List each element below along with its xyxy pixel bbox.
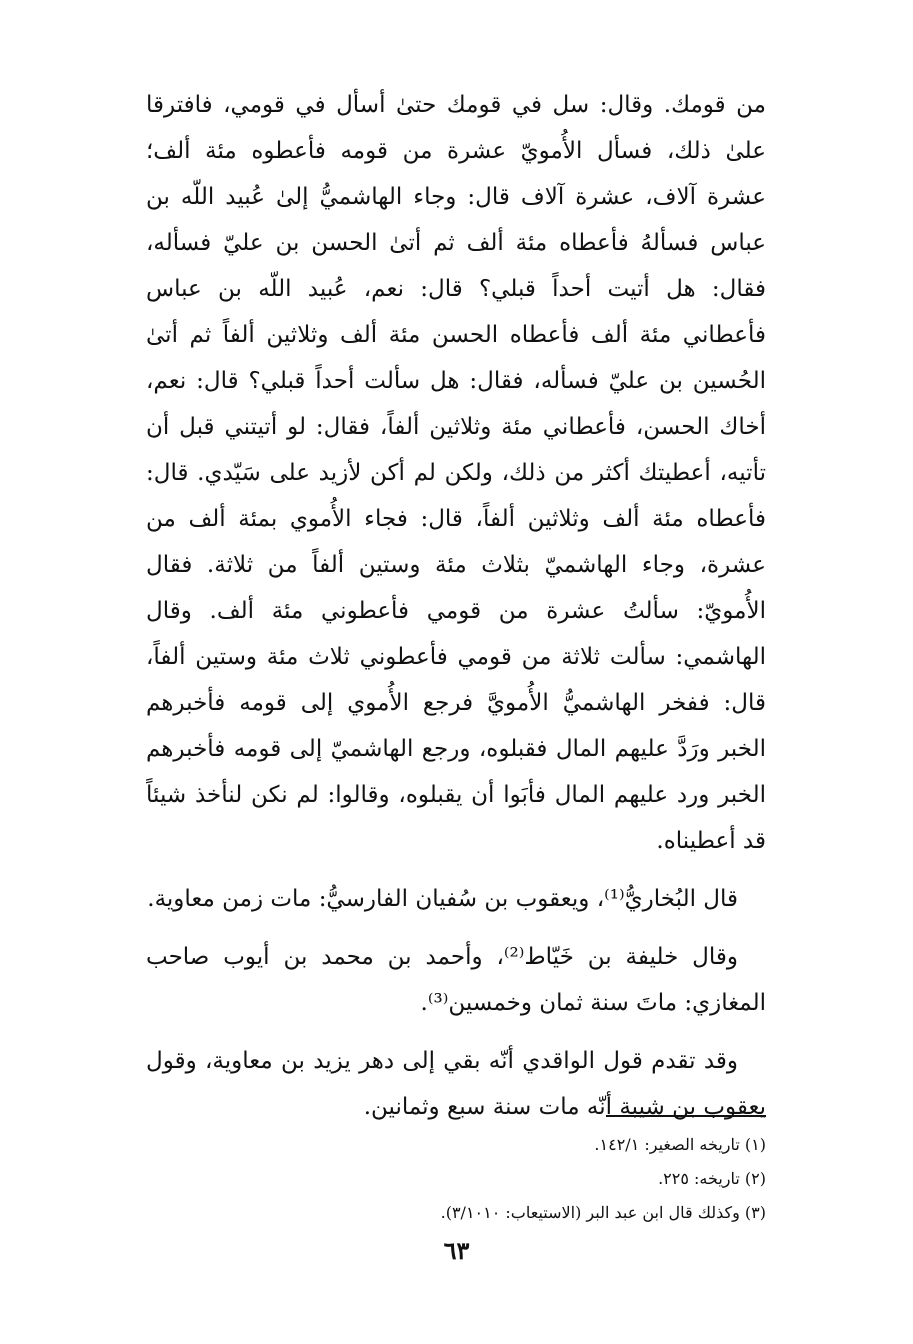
footnote-divider (606, 1115, 766, 1117)
paragraph-bukhari: قال البُخاريُّ⁽¹⁾، ويعقوب بن سُفيان الفارسيُّ: مات زمن معاوية. (147, 886, 738, 912)
footnote-3: (٣) وكذلك قال ابن عبد البر (الاستيعاب: ٣/١٠١٠). (440, 1203, 766, 1222)
page-number: ٦٣ (443, 1236, 470, 1265)
paragraph-khalifa: وقال خليفة بن خَيّاط⁽²⁾، وأحمد بن محمد بن أيوب صاحب المغازي: ماتَ سنة ثمان وخمسين⁽³⁾. (146, 944, 766, 1016)
paragraph-waqidi: وقد تقدم قول الواقدي أنّه بقي إلى دهر يزيد بن معاوية، وقول يعقوب بن شيبة أنّه مات سنة سبع وثمانين. (146, 1048, 766, 1120)
paragraph-story: من قومك. وقال: سل في قومك حتىٰ أسأل في قومي، فافترقا علىٰ ذلك، فسأل الأُمويّ عشرة من قومه فأعطوه مئة ألف؛ عشرة آلاف، عشرة آلاف قال: وجاء الهاشميُّ إلىٰ عُبيد اللّه بن عباس فسألهُ فأعطاه مئة ألف ثم أتىٰ الحسن بن عليّ فسأله، فقال: هل أتيت أحداً قبلي؟ قال: نعم، عُبيد اللّه بن عباس فأعطاني مئة ألف فأعطاه الحسن مئة ألف وثلاثين ألفاً ثم أتىٰ الحُسين بن عليّ فسأله، فقال: هل سألت أحداً قبلي؟ قال: نعم، أخاك الحسن، فأعطاني مئة وثلاثين ألفاً، فقال: لو أتيتني قبل أن تأتيه، أعطيتك أكثر من ذلك، ولكن لم أكن لأزيد على سَيّدي. قال: فأعطاه مئة ألف وثلاثين ألفاً، قال: فجاء الأُموي بمئة ألف من عشرة، وجاء الهاشميّ بثلاث مئة وستين ألفاً من ثلاثة. فقال الأُمويّ: سألتُ عشرة من قومي فأعطوني مئة ألف. وقال الهاشمي: سألت ثلاثة من قومي فأعطوني ثلاث مئة وستين ألفاً، قال: ففخر الهاشميُّ الأُمويَّ فرجع الأُموي إلى قومه فأخبرهم الخبر ورَدَّ عليهم المال فقبلوه، ورجع الهاشميّ إلى قومه فأخبرهم الخبر ورد عليهم المال فأبَوا أن يقبلوه، وقالوا: لم نكن لنأخذ شيئاً قد أعطيناه. (146, 92, 766, 854)
main-text (146, 82, 766, 1130)
footnotes (146, 1128, 766, 1230)
footnote-2: (٢) تاريخه: ٢٢٥. (658, 1169, 766, 1188)
footnote-1: (١) تاريخه الصغير: ١٤٢/١. (594, 1135, 766, 1154)
